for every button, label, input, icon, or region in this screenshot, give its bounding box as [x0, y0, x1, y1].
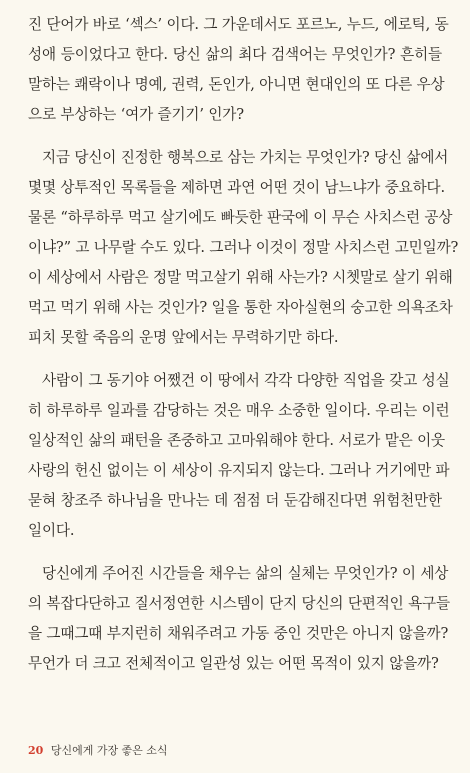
- text-line: 일상적인 삶의 패턴을 존중하고 고마워해야 한다. 서로가 맡은 이웃: [28, 432, 445, 449]
- text-line: 피치 못할 죽음의 운명 앞에서는 무력하기만 하다.: [28, 329, 339, 346]
- paragraph-3: [28, 366, 450, 546]
- text-line: 사랑의 헌신 없이는 이 세상이 유지되지 않는다. 그러나 거기에만 파: [28, 462, 450, 479]
- text-line: 으로 부상하는 ‘여가 즐기기’ 인가?: [28, 106, 244, 123]
- text-line: 히 하루하루 일과를 감당하는 것은 매우 소중한 일이다. 우리는 이런: [28, 402, 450, 419]
- text-line: 묻혀 창조주 하나님을 만나는 데 점점 더 둔감해진다면 위험천만한: [28, 492, 442, 509]
- text-line: 지금 당신이 진정한 행복으로 삼는 가치는 무엇인가? 당신 삶에서: [42, 149, 449, 166]
- text-line: 이 세상에서 사람은 정말 먹고살기 위해 사는가? 시쳇말로 살기 위해: [28, 269, 453, 286]
- text-line: 먹고 먹기 위해 사는 것인가? 일을 통한 자아실현의 숭고한 의욕조차: [28, 299, 453, 316]
- text-line: 물론 “하루하루 먹고 살기에도 빠듯한 판국에 이 무슨 사치스런 공상: [28, 209, 453, 226]
- text-line: 일이다.: [28, 522, 75, 539]
- paragraph-1: [28, 10, 449, 130]
- text-line: 몇몇 상투적인 목록들을 제하면 과연 어떤 것이 남느냐가 중요하다.: [28, 179, 445, 196]
- page-footer: [28, 744, 168, 758]
- paragraph-2: [28, 143, 459, 353]
- text-line: 이냐?” 고 나무랄 수도 있다. 그러나 이것이 정말 사치스런 고민일까?: [28, 239, 459, 256]
- text-line: 성애 등이었다고 한다. 당신 삶의 최다 검색어는 무엇인가? 흔히들: [28, 46, 442, 63]
- paragraph-4: [28, 559, 450, 679]
- text-line: 당신에게 주어진 시간들을 채우는 삶의 실체는 무엇인가? 이 세상: [42, 565, 449, 582]
- text-line: 사람이 그 동기야 어쨌건 이 땅에서 각각 다양한 직업을 갖고 성실: [42, 372, 450, 389]
- text-line: 을 그때그때 부지런히 채워주려고 가동 중인 것만은 아니지 않을까?: [28, 625, 449, 642]
- text-line: 말하는 쾌락이나 명예, 권력, 돈인가, 아니면 현대인의 또 다른 우상: [28, 76, 445, 93]
- text-line: 무언가 더 크고 전체적이고 일관성 있는 어떤 목적이 있지 않을까?: [28, 655, 439, 672]
- text-line: 진 단어가 바로 ‘섹스’ 이다. 그 가운데서도 포르노, 누드, 에로틱, 동: [28, 16, 449, 33]
- running-title: 당신에게 가장 좋은 소식: [50, 744, 168, 757]
- text-line: 의 복잡다단하고 질서정연한 시스템이 단지 당신의 단편적인 욕구들: [28, 595, 450, 612]
- page-number: 20: [28, 744, 44, 757]
